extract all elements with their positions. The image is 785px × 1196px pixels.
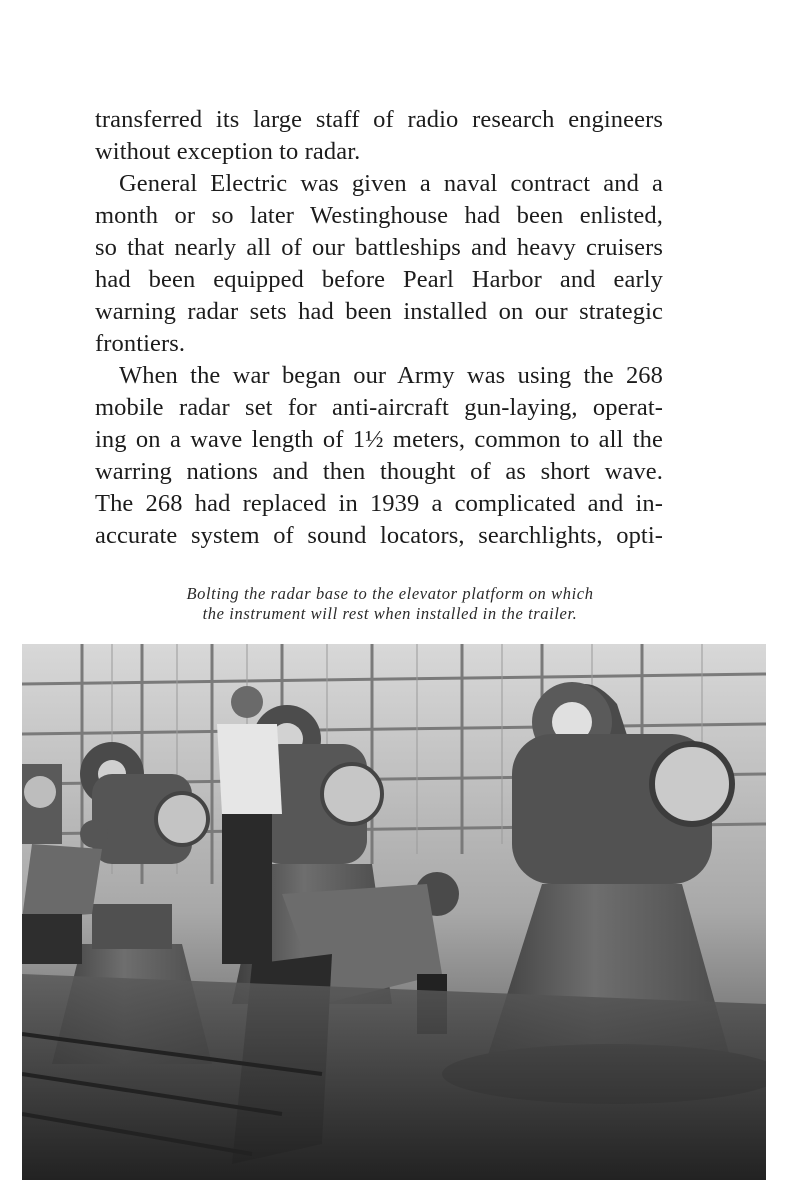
- text-line: ing on a wave length of 1½ meters, common to all the: [95, 426, 663, 453]
- photo-caption: [120, 584, 660, 624]
- text-line: had been equipped before Pearl Harbor and early: [95, 266, 663, 293]
- text-line: General Electric was given a naval contract and a: [119, 170, 663, 197]
- text-line: frontiers.: [95, 330, 186, 357]
- text-line: so that nearly all of our battleships and heavy cruisers: [95, 234, 663, 261]
- text-line: When the war began our Army was using the 268: [119, 362, 663, 389]
- photo-illustration: [22, 644, 766, 1180]
- text-line: without exception to radar.: [95, 138, 361, 165]
- body-text: [95, 104, 663, 552]
- text-line: month or so later Westinghouse had been enlisted,: [95, 202, 663, 229]
- caption-line: the instrument will rest when installed in the trailer.: [202, 604, 578, 623]
- text-line: warring nations and then thought of as short wave.: [95, 458, 663, 485]
- text-line: The 268 had replaced in 1939 a complicated and in-: [95, 490, 663, 517]
- radar-base-far-left: [22, 764, 62, 844]
- text-line: transferred its large staff of radio research engineers: [95, 106, 663, 133]
- caption-line: Bolting the radar base to the elevator platform on which: [186, 584, 594, 603]
- text-line: accurate system of sound locators, searchlights, opti-: [95, 522, 663, 549]
- text-line: warning radar sets had been installed on our strategic: [95, 298, 663, 325]
- text-line: mobile radar set for anti-aircraft gun-laying, operat-: [95, 394, 663, 421]
- factory-photo: [22, 644, 766, 1180]
